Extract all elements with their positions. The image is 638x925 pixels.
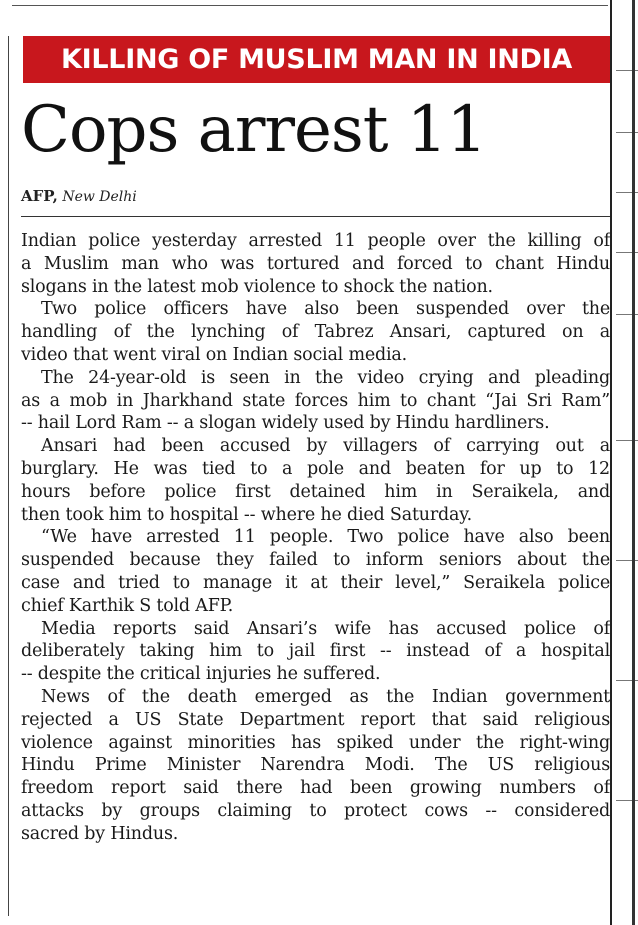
article-line: Ansari had been accused by villagers of carrying out a	[41, 436, 610, 457]
article-line: Two police officers have also been suspended over the	[41, 299, 610, 320]
article-line: burglary. He was tied to a pole and beaten for up to 12	[21, 458, 610, 479]
article-paragraph	[21, 298, 610, 366]
article-line: suspended because they failed to inform seniors about the	[21, 550, 610, 571]
article-line: News of the death emerged as the Indian government	[41, 686, 610, 707]
article-line: deliberately taking him to jail first -- instead of a hospital	[21, 641, 610, 662]
article-line: “We have arrested 11 people. Two police have also been	[41, 527, 610, 548]
headline: Cops arrest 11	[21, 93, 487, 167]
byline-rule	[21, 216, 610, 217]
article-line: violence against minorities has spiked under the right-wing	[21, 732, 610, 753]
article-line: Media reports said Ansari’s wife has accused police of	[41, 618, 610, 639]
article-line: video that went viral on Indian social media.	[21, 344, 407, 365]
byline	[21, 187, 137, 206]
article-line: -- despite the critical injuries he suffered.	[21, 664, 381, 685]
byline-place: New Delhi	[62, 189, 137, 205]
article-line: Hindu Prime Minister Narendra Modi. The US religious	[21, 755, 610, 776]
article-line: case and tried to manage it at their level,” Seraikela police	[21, 572, 610, 593]
article-line: handling of the lynching of Tabrez Ansari, captured on a	[21, 322, 610, 343]
article-line: slogans in the latest mob violence to shock the nation.	[21, 276, 493, 297]
article-line: hours before police first detained him in Seraikela, and	[21, 481, 610, 502]
article-line: The 24-year-old is seen in the video crying and pleading	[41, 367, 610, 388]
column-left-rule	[8, 36, 9, 916]
article-line: as a mob in Jharkhand state forces him to chant “Jai Sri Ram”	[21, 390, 610, 411]
article-paragraph	[21, 367, 610, 435]
article-line: then took him to hospital -- where he died Saturday.	[21, 504, 472, 525]
article-paragraph	[21, 618, 610, 686]
article-line: chief Karthik S told AFP.	[21, 595, 234, 616]
top-rule	[12, 5, 608, 6]
article-line: a Muslim man who was tortured and forced to chant Hindu	[21, 253, 610, 274]
article-line: -- hail Lord Ram -- a slogan widely used by Hindu hardliners.	[21, 413, 550, 434]
article-line: sacred by Hindus.	[21, 823, 179, 844]
page-edge-rule	[632, 0, 635, 925]
article-line: freedom report said there had been growing numbers of	[21, 778, 610, 799]
kicker-banner: KILLING OF MUSLIM MAN IN INDIA	[23, 36, 610, 83]
article-paragraph	[21, 435, 610, 526]
article-paragraph	[21, 526, 610, 617]
byline-agency: AFP,	[21, 187, 58, 205]
article-line: rejected a US State Department report that said religious	[21, 709, 610, 730]
article-paragraph	[21, 686, 610, 846]
article-body	[21, 230, 610, 846]
article-paragraph	[21, 230, 610, 298]
article-line: attacks by groups claiming to protect cows -- considered	[21, 800, 610, 821]
article-line: Indian police yesterday arrested 11 people over the killing of	[21, 231, 610, 251]
